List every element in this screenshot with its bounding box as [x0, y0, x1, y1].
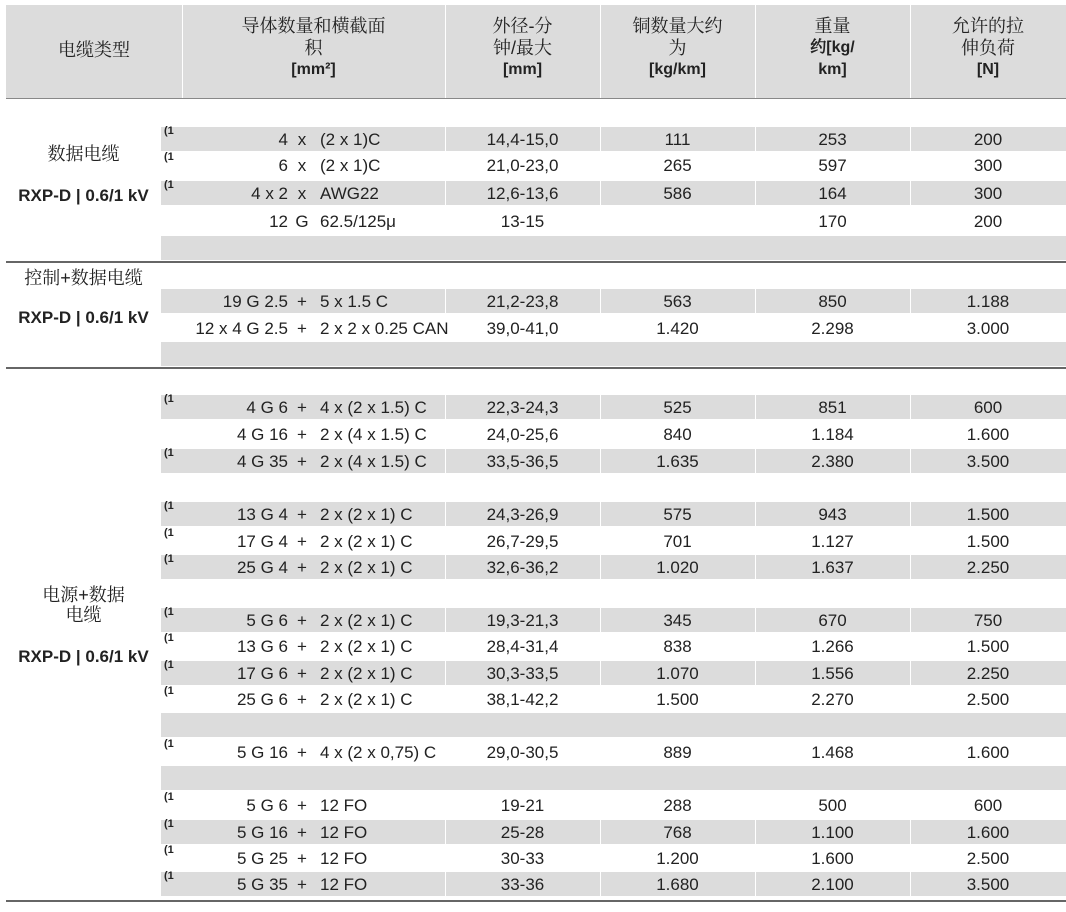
- cell-copper-weight: 525: [663, 398, 692, 417]
- cell-conductor-count: 4 G 6: [246, 398, 288, 417]
- table-bottom-border: [6, 900, 1066, 902]
- cell-conductor-count: 5 G 35: [236, 875, 288, 894]
- cell-copper-weight: 563: [663, 292, 692, 311]
- column-divider: [910, 289, 911, 313]
- cell-tensile-load: 2.250: [966, 664, 1010, 683]
- cell-tensile-load: 1.500: [966, 637, 1010, 656]
- column-divider: [910, 502, 911, 526]
- group-name: 控制+数据电缆: [24, 268, 143, 288]
- group-subtitle: RXP-D | 0.6/1 kV: [18, 647, 149, 666]
- table-row: [161, 209, 1066, 233]
- cell-operator: +: [297, 796, 307, 815]
- cell-outer-diameter: 33,5-36,5: [486, 452, 559, 471]
- cell-conductor-count: 5 G 25: [236, 849, 288, 868]
- column-divider: [445, 181, 446, 205]
- table-row: [161, 793, 1066, 817]
- cell-operator: +: [297, 452, 307, 471]
- cell-conductor-spec: 4 x (2 x 1.5) C: [320, 398, 427, 417]
- footnote-marker: (1: [164, 179, 174, 191]
- cell-copper-weight: 838: [663, 637, 692, 656]
- cell-conductor-count: 4 x 2: [251, 184, 288, 203]
- cell-operator: +: [297, 875, 307, 894]
- column-divider: [755, 395, 756, 419]
- cell-weight: 670: [818, 611, 847, 630]
- cell-copper-weight: 1.420: [656, 319, 699, 338]
- cell-outer-diameter: 33-36: [500, 875, 545, 894]
- cell-conductor-count: 17 G 6: [236, 664, 288, 683]
- cell-conductor-count: 5 G 16: [236, 743, 288, 762]
- footnote-marker: (1: [164, 791, 174, 803]
- group-subtitle: RXP-D | 0.6/1 kV: [18, 308, 149, 327]
- cell-conductor-spec: 12 FO: [320, 796, 368, 815]
- header-divider: [445, 5, 446, 98]
- cell-outer-diameter: 21,2-23,8: [486, 292, 559, 311]
- header-tensile-unit: [N]: [976, 61, 1000, 78]
- cell-conductor-spec: 4 x (2 x 0,75) C: [320, 743, 437, 762]
- header-conductors: [182, 5, 445, 98]
- table-row: [161, 555, 1066, 579]
- table-row: [161, 502, 1066, 526]
- cell-conductor-count: 5 G 6: [246, 611, 288, 630]
- cell-outer-diameter: 21,0-23,0: [486, 156, 559, 175]
- cell-outer-diameter: 24,0-25,6: [486, 425, 559, 444]
- cell-weight: 1.637: [811, 558, 854, 577]
- table-row: [161, 872, 1066, 896]
- header-divider: [600, 5, 601, 98]
- cell-outer-diameter: 12,6-13,6: [486, 184, 559, 203]
- column-divider: [600, 395, 601, 419]
- cell-weight: 170: [818, 212, 847, 231]
- cell-operator: x: [297, 130, 307, 149]
- table-row: [161, 181, 1066, 205]
- footnote-marker: (1: [164, 393, 174, 405]
- header-outer-diameter-unit: [mm]: [502, 61, 543, 78]
- column-divider: [755, 608, 756, 632]
- cell-conductor-spec: (2 x 1)C: [320, 156, 381, 175]
- cell-outer-diameter: 25-28: [500, 823, 545, 842]
- column-divider: [445, 395, 446, 419]
- header-outer-diameter: [445, 5, 600, 98]
- column-divider: [755, 502, 756, 526]
- column-divider: [600, 449, 601, 473]
- cell-outer-diameter: 19,3-21,3: [486, 611, 559, 630]
- group-subtitle: RXP-D | 0.6/1 kV: [18, 186, 149, 205]
- cell-conductor-spec: 2 x (2 x 1) C: [320, 637, 413, 656]
- cell-operator: +: [297, 743, 307, 762]
- column-divider: [600, 820, 601, 844]
- column-divider: [600, 181, 601, 205]
- cell-copper-weight: 701: [663, 532, 692, 551]
- footnote-marker: (1: [164, 527, 174, 539]
- header-tensile: [910, 5, 1066, 98]
- cell-copper-weight: 1.680: [656, 875, 699, 894]
- header-copper: [600, 5, 755, 98]
- cell-copper-weight: 111: [664, 130, 691, 149]
- footnote-marker: (1: [164, 685, 174, 697]
- header-weight: [755, 5, 910, 98]
- footnote-marker: (1: [164, 500, 174, 512]
- column-divider: [910, 555, 911, 579]
- column-divider: [445, 502, 446, 526]
- cell-weight: 1.184: [811, 425, 854, 444]
- cell-operator: +: [297, 690, 307, 709]
- cell-operator: +: [297, 319, 307, 338]
- cell-outer-diameter: 13-15: [500, 212, 545, 231]
- header-weight-line3: km]: [818, 61, 847, 78]
- cell-operator: +: [297, 558, 307, 577]
- cell-weight: 164: [818, 184, 847, 203]
- cell-outer-diameter: 29,0-30,5: [486, 743, 559, 762]
- cell-conductor-spec: 2 x (2 x 1) C: [320, 505, 413, 524]
- cell-outer-diameter: 30-33: [500, 849, 545, 868]
- cell-operator: G: [295, 212, 309, 231]
- table-row-empty: [161, 713, 1066, 737]
- cell-outer-diameter: 30,3-33,5: [486, 664, 559, 683]
- column-divider: [445, 555, 446, 579]
- column-divider: [445, 127, 446, 151]
- group-name: 数据电缆: [47, 144, 120, 164]
- cell-operator: +: [297, 398, 307, 417]
- cell-tensile-load: 3.500: [966, 452, 1010, 471]
- cell-conductor-count: 12: [269, 212, 288, 231]
- column-divider: [445, 872, 446, 896]
- table-row: [161, 740, 1066, 764]
- table-row: [161, 846, 1066, 870]
- cell-conductor-spec: 12 FO: [320, 823, 368, 842]
- cell-weight: 851: [818, 398, 847, 417]
- header-tensile-line1: 允许的拉: [952, 16, 1024, 36]
- table-row: [161, 289, 1066, 313]
- cell-outer-diameter: 24,3-26,9: [486, 505, 559, 524]
- cell-copper-weight: 575: [663, 505, 692, 524]
- table-row-empty: [161, 766, 1066, 790]
- header-copper-unit: [kg/km]: [649, 61, 706, 78]
- cell-conductor-spec: 5 x 1.5 C: [320, 292, 389, 311]
- cell-conductor-spec: 2 x (4 x 1.5) C: [320, 425, 427, 444]
- cell-tensile-load: 300: [973, 156, 1003, 175]
- group-power-data-cable: [6, 585, 161, 667]
- cell-copper-weight: 889: [663, 743, 692, 762]
- cell-conductor-spec: 62.5/125μ: [320, 212, 396, 231]
- group-divider: [6, 261, 1066, 263]
- column-divider: [755, 289, 756, 313]
- cell-tensile-load: 3.000: [966, 319, 1010, 338]
- cell-conductor-count: 12 x 4 G 2.5: [195, 319, 288, 338]
- footnote-marker: (1: [164, 738, 174, 750]
- table-row: [161, 687, 1066, 711]
- table-row: [161, 449, 1066, 473]
- footnote-marker: (1: [164, 818, 174, 830]
- footnote-marker: (1: [164, 659, 174, 671]
- cell-weight: 597: [818, 156, 847, 175]
- table-row: [161, 422, 1066, 446]
- column-divider: [600, 502, 601, 526]
- cell-tensile-load: 750: [973, 611, 1003, 630]
- header-divider: [755, 5, 756, 98]
- table-row-empty: [161, 342, 1066, 366]
- column-divider: [910, 181, 911, 205]
- cell-operator: +: [297, 292, 307, 311]
- header-conductors-line1: 导体数量和横截面: [241, 16, 386, 36]
- cell-weight: 2.270: [811, 690, 854, 709]
- cell-conductor-count: 5 G 16: [236, 823, 288, 842]
- cell-weight: 2.380: [811, 452, 854, 471]
- header-weight-line1: 重量: [814, 16, 851, 36]
- cell-tensile-load: 200: [973, 212, 1003, 231]
- table-row: [161, 395, 1066, 419]
- cell-outer-diameter: 28,4-31,4: [486, 637, 559, 656]
- header-outer-diameter-line2: 钟/最大: [492, 38, 552, 58]
- header-weight-line2: 约[kg/: [810, 39, 855, 56]
- cell-conductor-spec: 2 x (4 x 1.5) C: [320, 452, 427, 471]
- cell-tensile-load: 2.250: [966, 558, 1010, 577]
- cell-conductor-count: 25 G 4: [236, 558, 288, 577]
- column-divider: [600, 661, 601, 685]
- cell-tensile-load: 3.500: [966, 875, 1010, 894]
- cell-weight: 253: [818, 130, 847, 149]
- cell-copper-weight: 1.200: [656, 849, 699, 868]
- cell-conductor-spec: 2 x (2 x 1) C: [320, 558, 413, 577]
- cell-conductor-spec: 12 FO: [320, 849, 368, 868]
- footnote-marker: (1: [164, 447, 174, 459]
- group-divider: [6, 367, 1066, 369]
- cell-conductor-spec: 12 FO: [320, 875, 368, 894]
- column-divider: [910, 608, 911, 632]
- cell-conductor-count: 5 G 6: [246, 796, 288, 815]
- column-divider: [600, 289, 601, 313]
- header-copper-line1: 铜数量大约: [632, 16, 723, 36]
- column-divider: [910, 449, 911, 473]
- cell-operator: +: [297, 532, 307, 551]
- cell-conductor-count: 4 G 16: [236, 425, 288, 444]
- cell-weight: 1.127: [811, 532, 854, 551]
- table-row: [161, 127, 1066, 151]
- cell-operator: +: [297, 505, 307, 524]
- cell-tensile-load: 1.500: [966, 532, 1010, 551]
- column-divider: [600, 872, 601, 896]
- cell-tensile-load: 2.500: [966, 849, 1010, 868]
- column-divider: [910, 872, 911, 896]
- column-divider: [755, 872, 756, 896]
- footnote-marker: (1: [164, 844, 174, 856]
- cell-conductor-spec: 2 x (2 x 1) C: [320, 664, 413, 683]
- header-conductors-unit: [mm²]: [291, 61, 336, 78]
- cell-conductor-spec: 2 x (2 x 1) C: [320, 690, 413, 709]
- cell-tensile-load: 1.600: [966, 425, 1010, 444]
- cell-conductor-count: 13 G 4: [236, 505, 288, 524]
- cell-conductor-spec: 2 x (2 x 1) C: [320, 611, 413, 630]
- cell-tensile-load: 2.500: [966, 690, 1010, 709]
- cell-conductor-count: 6: [278, 156, 288, 175]
- cell-weight: 500: [818, 796, 847, 815]
- column-divider: [755, 449, 756, 473]
- cell-operator: +: [297, 425, 307, 444]
- cell-conductor-count: 4: [278, 130, 288, 149]
- column-divider: [600, 608, 601, 632]
- table-row: [161, 529, 1066, 553]
- column-divider: [755, 181, 756, 205]
- group-name: 电源+数据电缆: [42, 585, 125, 625]
- table-row: [161, 634, 1066, 658]
- cell-operator: +: [297, 823, 307, 842]
- cell-copper-weight: 265: [663, 156, 692, 175]
- column-divider: [755, 661, 756, 685]
- header-cable-type: [6, 5, 182, 98]
- cell-conductor-count: 25 G 6: [236, 690, 288, 709]
- table-row: [161, 820, 1066, 844]
- cell-weight: 1.100: [811, 823, 854, 842]
- cell-conductor-count: 4 G 35: [236, 452, 288, 471]
- column-divider: [755, 555, 756, 579]
- cell-tensile-load: 600: [973, 398, 1003, 417]
- cell-weight: 1.468: [811, 743, 854, 762]
- cell-operator: x: [297, 184, 307, 203]
- table-row: [161, 608, 1066, 632]
- footnote-marker: (1: [164, 125, 174, 137]
- column-divider: [445, 820, 446, 844]
- cell-copper-weight: 586: [663, 184, 692, 203]
- footnote-marker: (1: [164, 553, 174, 565]
- table-row: [161, 661, 1066, 685]
- table-header: [6, 5, 1066, 99]
- cell-outer-diameter: 32,6-36,2: [486, 558, 559, 577]
- column-divider: [445, 289, 446, 313]
- cell-copper-weight: 1.020: [656, 558, 699, 577]
- cell-weight: 2.298: [811, 319, 854, 338]
- table-row: [161, 153, 1066, 177]
- cell-operator: +: [297, 849, 307, 868]
- table-row-empty: [161, 236, 1066, 260]
- header-divider: [182, 5, 183, 98]
- cell-outer-diameter: 38,1-42,2: [486, 690, 559, 709]
- cell-conductor-spec: (2 x 1)C: [320, 130, 381, 149]
- cell-outer-diameter: 22,3-24,3: [486, 398, 559, 417]
- column-divider: [910, 395, 911, 419]
- cell-tensile-load: 1.188: [966, 292, 1010, 311]
- column-divider: [910, 820, 911, 844]
- cell-conductor-count: 19 G 2.5: [222, 292, 288, 311]
- cell-copper-weight: 1.070: [656, 664, 699, 683]
- cell-weight: 850: [818, 292, 847, 311]
- footnote-marker: (1: [164, 151, 174, 163]
- cell-conductor-spec: 2 x 2 x 0.25 CAN: [320, 319, 449, 338]
- cell-tensile-load: 1.500: [966, 505, 1010, 524]
- cell-tensile-load: 200: [973, 130, 1003, 149]
- table-row: [161, 316, 1066, 340]
- cell-conductor-spec: AWG22: [320, 184, 379, 203]
- cell-copper-weight: 768: [663, 823, 692, 842]
- header-copper-line2: 为: [668, 38, 687, 58]
- group-data-cable: [6, 144, 161, 206]
- cell-copper-weight: 1.635: [656, 452, 699, 471]
- cell-weight: 1.556: [811, 664, 854, 683]
- header-tensile-line2: 伸负荷: [961, 38, 1015, 58]
- cell-operator: x: [297, 156, 307, 175]
- header-cable-type-label: 电缆类型: [58, 40, 130, 60]
- cell-outer-diameter: 19-21: [500, 796, 545, 815]
- cell-tensile-load: 1.600: [966, 743, 1010, 762]
- cell-operator: +: [297, 637, 307, 656]
- cell-weight: 943: [818, 505, 847, 524]
- column-divider: [445, 661, 446, 685]
- cell-weight: 1.266: [811, 637, 854, 656]
- column-divider: [600, 127, 601, 151]
- cell-tensile-load: 300: [973, 184, 1003, 203]
- cell-conductor-count: 17 G 4: [236, 532, 288, 551]
- cell-operator: +: [297, 664, 307, 683]
- column-divider: [755, 127, 756, 151]
- cell-copper-weight: [600, 209, 755, 233]
- group-control-data-cable: [6, 268, 161, 328]
- header-outer-diameter-line1: 外径-分: [492, 16, 553, 36]
- column-divider: [600, 555, 601, 579]
- cell-operator: +: [297, 611, 307, 630]
- header-divider: [910, 5, 911, 98]
- footnote-marker: (1: [164, 870, 174, 882]
- cell-copper-weight: 1.500: [656, 690, 699, 709]
- column-divider: [445, 449, 446, 473]
- footnote-marker: (1: [164, 606, 174, 618]
- footnote-marker: (1: [164, 632, 174, 644]
- column-divider: [445, 608, 446, 632]
- cell-tensile-load: 1.600: [966, 823, 1010, 842]
- header-conductors-line2: 积: [304, 38, 323, 58]
- column-divider: [755, 820, 756, 844]
- column-divider: [910, 661, 911, 685]
- cell-outer-diameter: 14,4-15,0: [486, 130, 559, 149]
- cell-conductor-count: 13 G 6: [236, 637, 288, 656]
- column-divider: [910, 127, 911, 151]
- cell-tensile-load: 600: [973, 796, 1003, 815]
- cell-weight: 1.600: [811, 849, 854, 868]
- cell-weight: 2.100: [811, 875, 854, 894]
- cell-conductor-spec: 2 x (2 x 1) C: [320, 532, 413, 551]
- cell-copper-weight: 288: [663, 796, 692, 815]
- cell-outer-diameter: 39,0-41,0: [486, 319, 559, 338]
- cell-copper-weight: 840: [663, 425, 692, 444]
- cell-outer-diameter: 26,7-29,5: [486, 532, 559, 551]
- cell-copper-weight: 345: [663, 611, 692, 630]
